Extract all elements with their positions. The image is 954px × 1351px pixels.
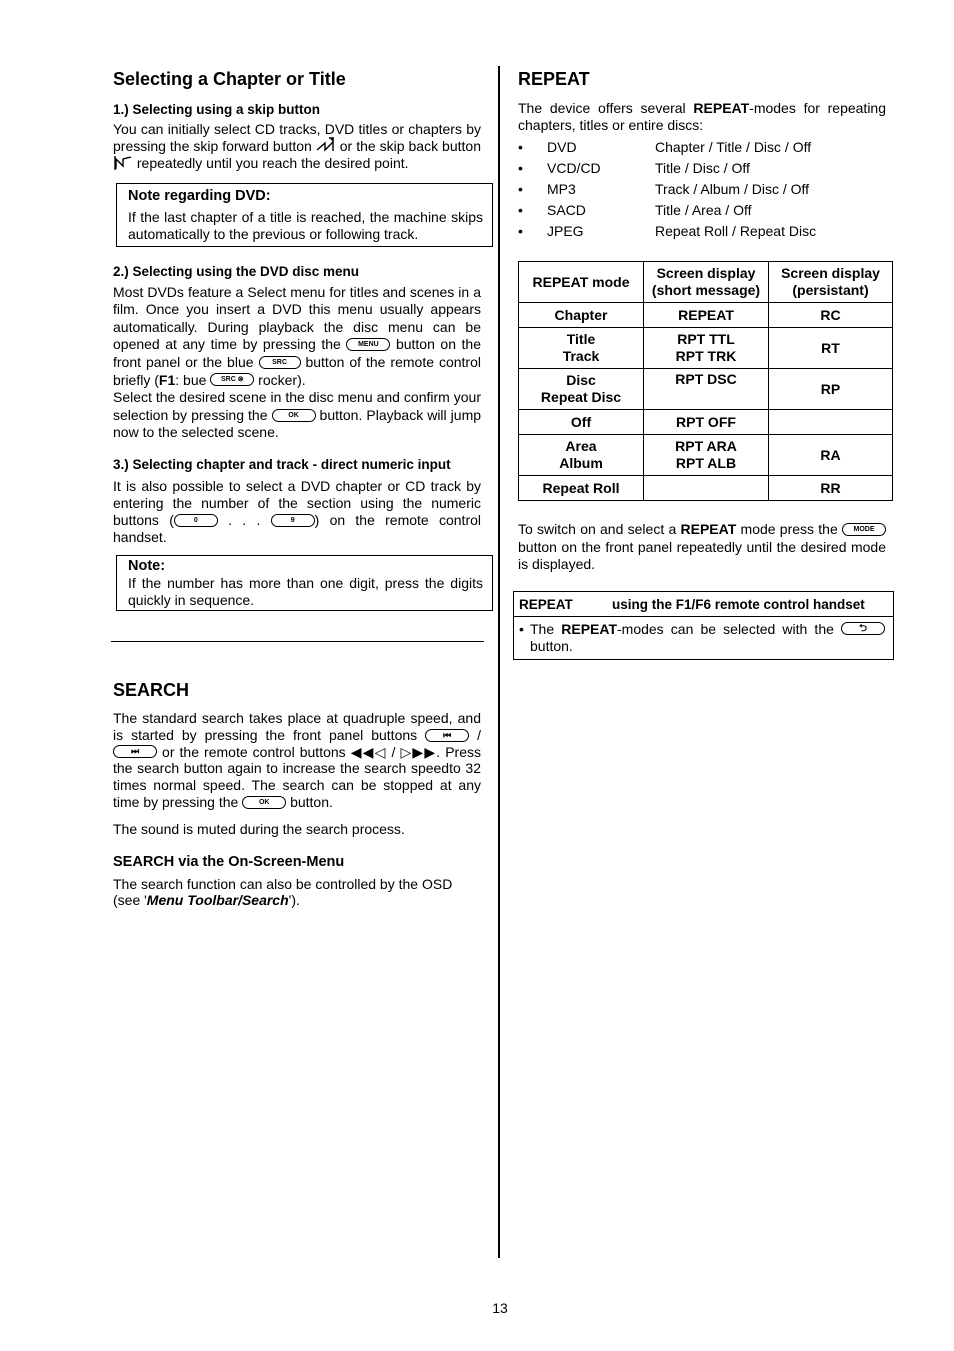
chapter-section-title: Selecting a Chapter or Title: [113, 69, 346, 89]
disc-menu-heading: 2.) Selecting using the DVD disc menu: [113, 263, 360, 279]
repeat-cell-mode: Title Track: [519, 328, 644, 369]
switch-text: To switch on and select a REPEAT mode press the MODE button on the front panel repeatedly until the desired mode is displayed.: [518, 521, 886, 572]
nine-button-icon: 9: [271, 514, 315, 527]
left-column: [113, 66, 481, 909]
repeat-table-row: [519, 369, 893, 410]
skip-heading: 1.) Selecting using a skip button: [113, 102, 321, 117]
repeat-cell-persist: RT: [769, 328, 893, 369]
repeat-cell-persist: RA: [769, 435, 893, 476]
remote-box-body: • The REPEAT-modes can be selected with the ⮌ button.: [514, 617, 893, 659]
repeat-table-row: [519, 435, 893, 476]
column-divider: [498, 66, 500, 1258]
repeat-modes-list: [518, 137, 886, 242]
note-dvd-title: Note regarding DVD:: [128, 187, 271, 204]
search-muted-text: The sound is muted during the search process.: [113, 820, 405, 837]
fast-back-button-icon: ⏮: [425, 729, 469, 742]
repeat-cell-short: RPT DSC: [644, 369, 769, 410]
search-text: The standard search takes place at quadruple speed, and is started by pressing the front panel buttons ⏮ / ⏭ or the remote control buttons ◀◀◁ / ▷▶▶. Press the search button again to increase the search speedto 32 times normal speed. The search can be stopped at any time by pressing the OK button.: [113, 709, 481, 810]
repeat-cell-short: [644, 476, 769, 501]
repeat-mode-item: • MP3 Track / Album / Disc / Off: [518, 179, 886, 200]
note-dvd-box: [116, 183, 493, 247]
src-button-icon: SRC: [259, 356, 301, 369]
rewind-icon: ◀◀◁: [350, 743, 387, 760]
header-repeat-mode: REPEAT mode: [519, 262, 644, 303]
page-number: 13: [492, 1300, 508, 1316]
ok-button-icon-2: OK: [242, 796, 286, 809]
skip-forward-icon: [316, 137, 336, 153]
repeat-cell-short: RPT OFF: [644, 410, 769, 435]
osd-heading: SEARCH via the On-Screen-Menu: [113, 853, 345, 870]
header-short-message: Screen display (short message): [644, 262, 769, 303]
zero-button-icon: 0: [174, 514, 218, 527]
repeat-cell-short: RPT ARA RPT ALB: [644, 435, 769, 476]
numeric-text: It is also possible to select a DVD chapter or CD track by entering the number of the section using the numeric buttons ( 0 . . . 9 ) on the remote control handset.: [113, 477, 482, 545]
repeat-cell-short: RPT TTL RPT TRK: [644, 328, 769, 369]
repeat-cell-mode: Disc Repeat Disc: [519, 369, 644, 410]
repeat-table-row: [519, 410, 893, 435]
repeat-cell-persist: RR: [769, 476, 893, 501]
repeat-cell-short: REPEAT: [644, 303, 769, 328]
repeat-cell-persist: RP: [769, 369, 893, 410]
repeat-table-header: [519, 262, 893, 303]
menu-button-icon: MENU: [346, 338, 390, 351]
remote-box-header: REPEAT using the F1/F6 remote control handset: [514, 592, 893, 617]
header-persistant: Screen display (persistant): [769, 262, 893, 303]
search-title: SEARCH: [113, 679, 190, 700]
repeat-cell-persist: RC: [769, 303, 893, 328]
fast-forward-button-icon: ⏭: [113, 745, 157, 758]
note-title: Note:: [128, 557, 166, 574]
repeat-title: REPEAT: [518, 69, 590, 89]
src-rocker-icon: SRC ⊗: [210, 373, 254, 386]
repeat-intro: The device offers several REPEAT-modes for repeating chapters, titles or entire discs:: [518, 100, 887, 133]
repeat-cell-mode: Off: [519, 410, 644, 435]
numeric-heading: 3.) Selecting chapter and track - direct numeric input: [113, 456, 451, 472]
osd-text: The search function can also be controlled by the OSD (see 'Menu Toolbar/Search').: [113, 875, 453, 909]
repeat-mode-item: • VCD/CD Title / Disc / Off: [518, 158, 886, 179]
repeat-table-row: [519, 476, 893, 501]
repeat-mode-item: • DVD Chapter / Title / Disc / Off: [518, 137, 886, 158]
repeat-cell-persist: [769, 410, 893, 435]
note-text: If the number has more than one digit, press the digits quickly in sequence.: [128, 574, 483, 608]
note-box: [116, 555, 493, 611]
repeat-cell-mode: Area Album: [519, 435, 644, 476]
ok-button-icon: OK: [272, 409, 316, 422]
repeat-table-row: [519, 328, 893, 369]
repeat-cell-mode: Repeat Roll: [519, 476, 644, 501]
forward-icon: ▷▶▶: [400, 743, 437, 760]
repeat-table: [518, 261, 893, 501]
repeat-table-row: [519, 303, 893, 328]
remote-control-box: [513, 591, 894, 660]
skip-back-icon: [113, 155, 133, 171]
mode-button-icon: MODE: [842, 523, 886, 536]
return-button-icon: ⮌: [841, 622, 885, 635]
disc-menu-text: Most DVDs feature a Select menu for titles and scenes in a film. Once you insert a DVD this menu usually appears automatically. During playback the disc menu can be opened at any time by pressing the MENU button on the front panel or the blue SRC button of the remote control briefly (F1: bue SRC ⊗ rocker). Select the desired scene in the disc menu and confirm your selection by pressing the OK button. Playback will jump now to the selected scene.: [113, 283, 482, 441]
repeat-mode-item: • JPEG Repeat Roll / Repeat Disc: [518, 221, 886, 242]
skip-text: You can initially select CD tracks, DVD titles or chapters by pressing the skip forward button or the skip back button repeatedly until you reach the desired point.: [113, 121, 481, 172]
repeat-cell-mode: Chapter: [519, 303, 644, 328]
note-dvd-text: If the last chapter of a title is reached, the machine skips automatically to the previous or following track.: [128, 208, 483, 242]
right-column: [518, 66, 886, 660]
repeat-mode-item: • SACD Title / Area / Off: [518, 200, 886, 221]
